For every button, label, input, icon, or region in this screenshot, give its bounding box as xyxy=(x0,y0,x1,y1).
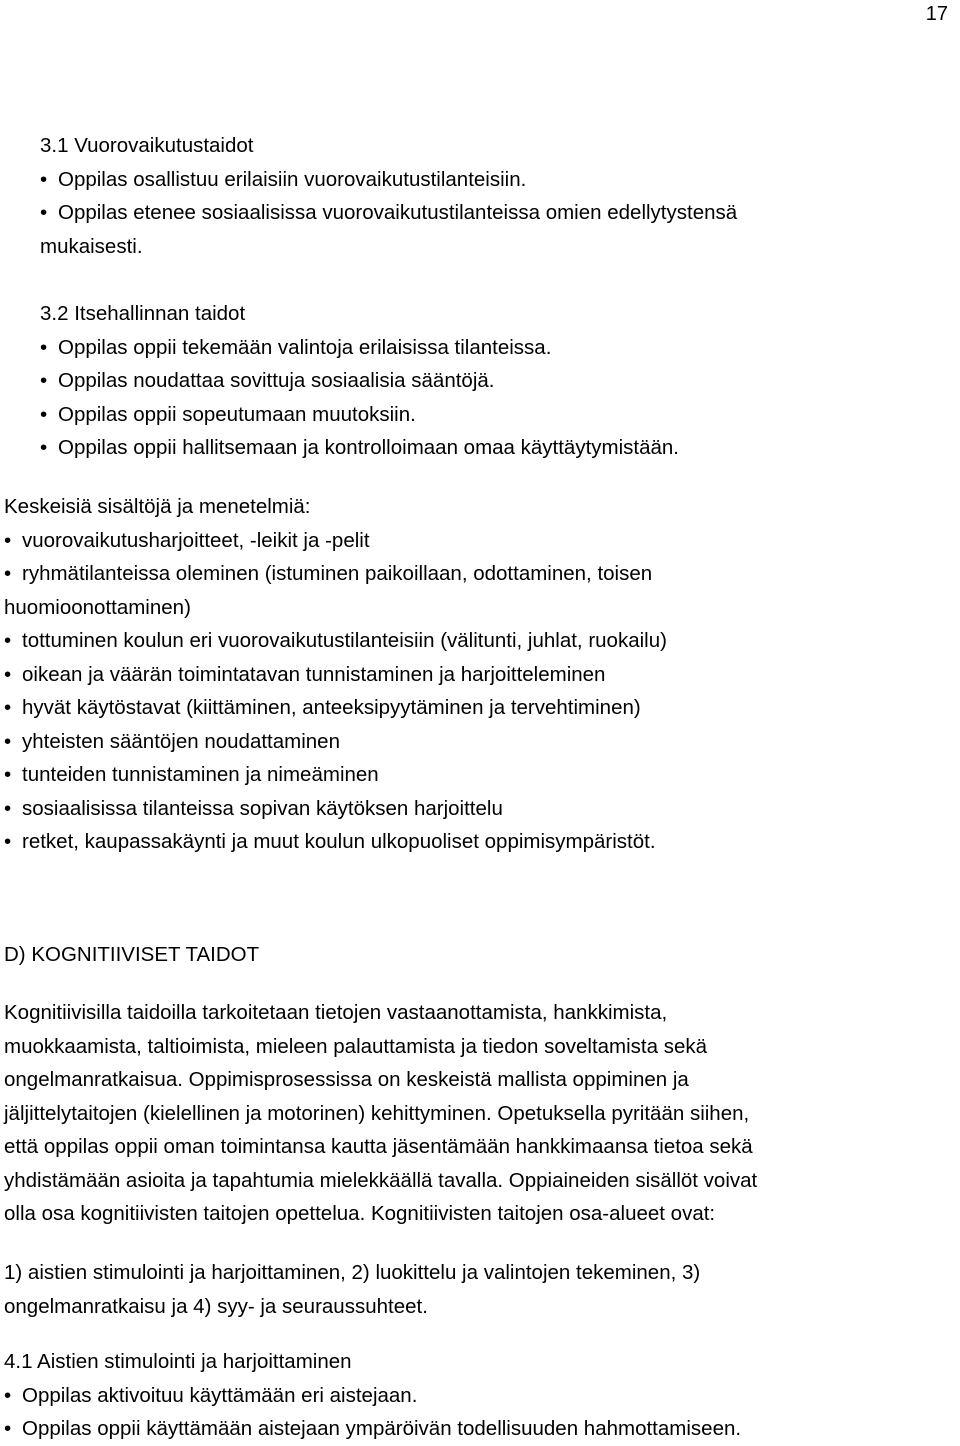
paragraph-line: että oppilas oppii oman toimintansa kautta jäsentämään hankkimaansa tietoa sekä xyxy=(4,1135,753,1158)
paragraph-line: ongelmanratkaisu ja 4) syy- ja seuraussuhteet. xyxy=(4,1294,428,1318)
section-heading: D) KOGNITIIVISET TAIDOT xyxy=(4,943,260,966)
section-d-areas xyxy=(4,1256,944,1323)
list-item: • Oppilas noudattaa sovittuja sosiaalisia sääntöjä. xyxy=(40,364,940,398)
list-item: • vuorovaikutusharjoitteet, -leikit ja -pelit xyxy=(4,524,944,558)
content-methods-heading: Keskeisiä sisältöjä ja menetelmiä: xyxy=(4,495,311,518)
section-4-1 xyxy=(4,1345,944,1446)
paragraph-line: olla osa kognitiivisten taitojen opettelua. Kognitiivisten taitojen osa-alueet ovat: xyxy=(4,1202,716,1225)
paragraph-line: jäljittelytaitojen (kielellinen ja motorinen) kehittyminen. Opetuksella pyritään siihen, xyxy=(4,1101,750,1125)
paragraph-line: ongelmanratkaisua. Oppimisprosessissa on keskeistä mallista oppiminen ja xyxy=(4,1068,689,1091)
list-item: • Oppilas aktivoituu käyttämään eri aistejaan. xyxy=(4,1379,944,1413)
paragraph-line: muokkaamista, taltioimista, mieleen palauttamista ja tiedon soveltamista sekä xyxy=(4,1034,708,1058)
section-heading: 3.1 Vuorovaikutustaidot xyxy=(40,134,254,157)
list-item: • Oppilas oppii sopeutumaan muutoksiin. xyxy=(40,398,940,432)
list-item: • ryhmätilanteissa oleminen (istuminen paikoillaan, odottaminen, toisen xyxy=(4,557,944,591)
page-number: 17 xyxy=(925,3,948,25)
paragraph-line: Kognitiivisilla taidoilla tarkoitetaan tietojen vastaanottamista, hankkimista, xyxy=(4,1001,668,1024)
paragraph-line: 1) aistien stimulointi ja harjoittaminen, 2) luokittelu ja valintojen tekeminen, 3) xyxy=(4,1261,701,1284)
list-item: • Oppilas oppii hallitsemaan ja kontrolloimaan omaa käyttäytymistään. xyxy=(40,431,940,465)
list-item: • tunteiden tunnistaminen ja nimeäminen xyxy=(4,758,944,792)
section-heading: 4.1 Aistien stimulointi ja harjoittaminen xyxy=(4,1350,352,1373)
list-item-continuation: huomioonottaminen) xyxy=(4,595,191,619)
list-item-continuation: mukaisesti. xyxy=(40,234,143,258)
list-item: • Oppilas oppii tekemään valintoja erilaisissa tilanteissa. xyxy=(40,331,940,365)
list-item: • tottuminen koulun eri vuorovaikutustilanteisiin (välitunti, juhlat, ruokailu) xyxy=(4,624,944,658)
list-item: • Oppilas osallistuu erilaisiin vuorovaikutustilanteisiin. xyxy=(40,163,940,197)
section-3-2 xyxy=(40,297,940,465)
section-d-paragraph xyxy=(4,996,944,1231)
section-heading: 3.2 Itsehallinnan taidot xyxy=(40,302,246,325)
list-item: • retket, kaupassakäynti ja muut koulun ulkopuoliset oppimisympäristöt. xyxy=(4,825,944,859)
section-3-1 xyxy=(40,129,940,263)
list-item: • oikean ja väärän toimintatavan tunnistaminen ja harjoitteleminen xyxy=(4,658,944,692)
list-item: • yhteisten sääntöjen noudattaminen xyxy=(4,725,944,759)
paragraph-line: yhdistämään asioita ja tapahtumia mielekkäällä tavalla. Oppiaineiden sisällöt voivat xyxy=(4,1168,758,1192)
list-item: • Oppilas oppii käyttämään aistejaan ympäröivän todellisuuden hahmottamiseen. xyxy=(4,1412,944,1446)
section-d-heading xyxy=(4,938,944,972)
content-methods xyxy=(4,490,944,859)
list-item: • hyvät käytöstavat (kiittäminen, anteeksipyytäminen ja tervehtiminen) xyxy=(4,691,944,725)
list-item: • Oppilas etenee sosiaalisissa vuorovaikutustilanteissa omien edellytystensä xyxy=(40,196,940,230)
list-item: • sosiaalisissa tilanteissa sopivan käytöksen harjoittelu xyxy=(4,792,944,826)
